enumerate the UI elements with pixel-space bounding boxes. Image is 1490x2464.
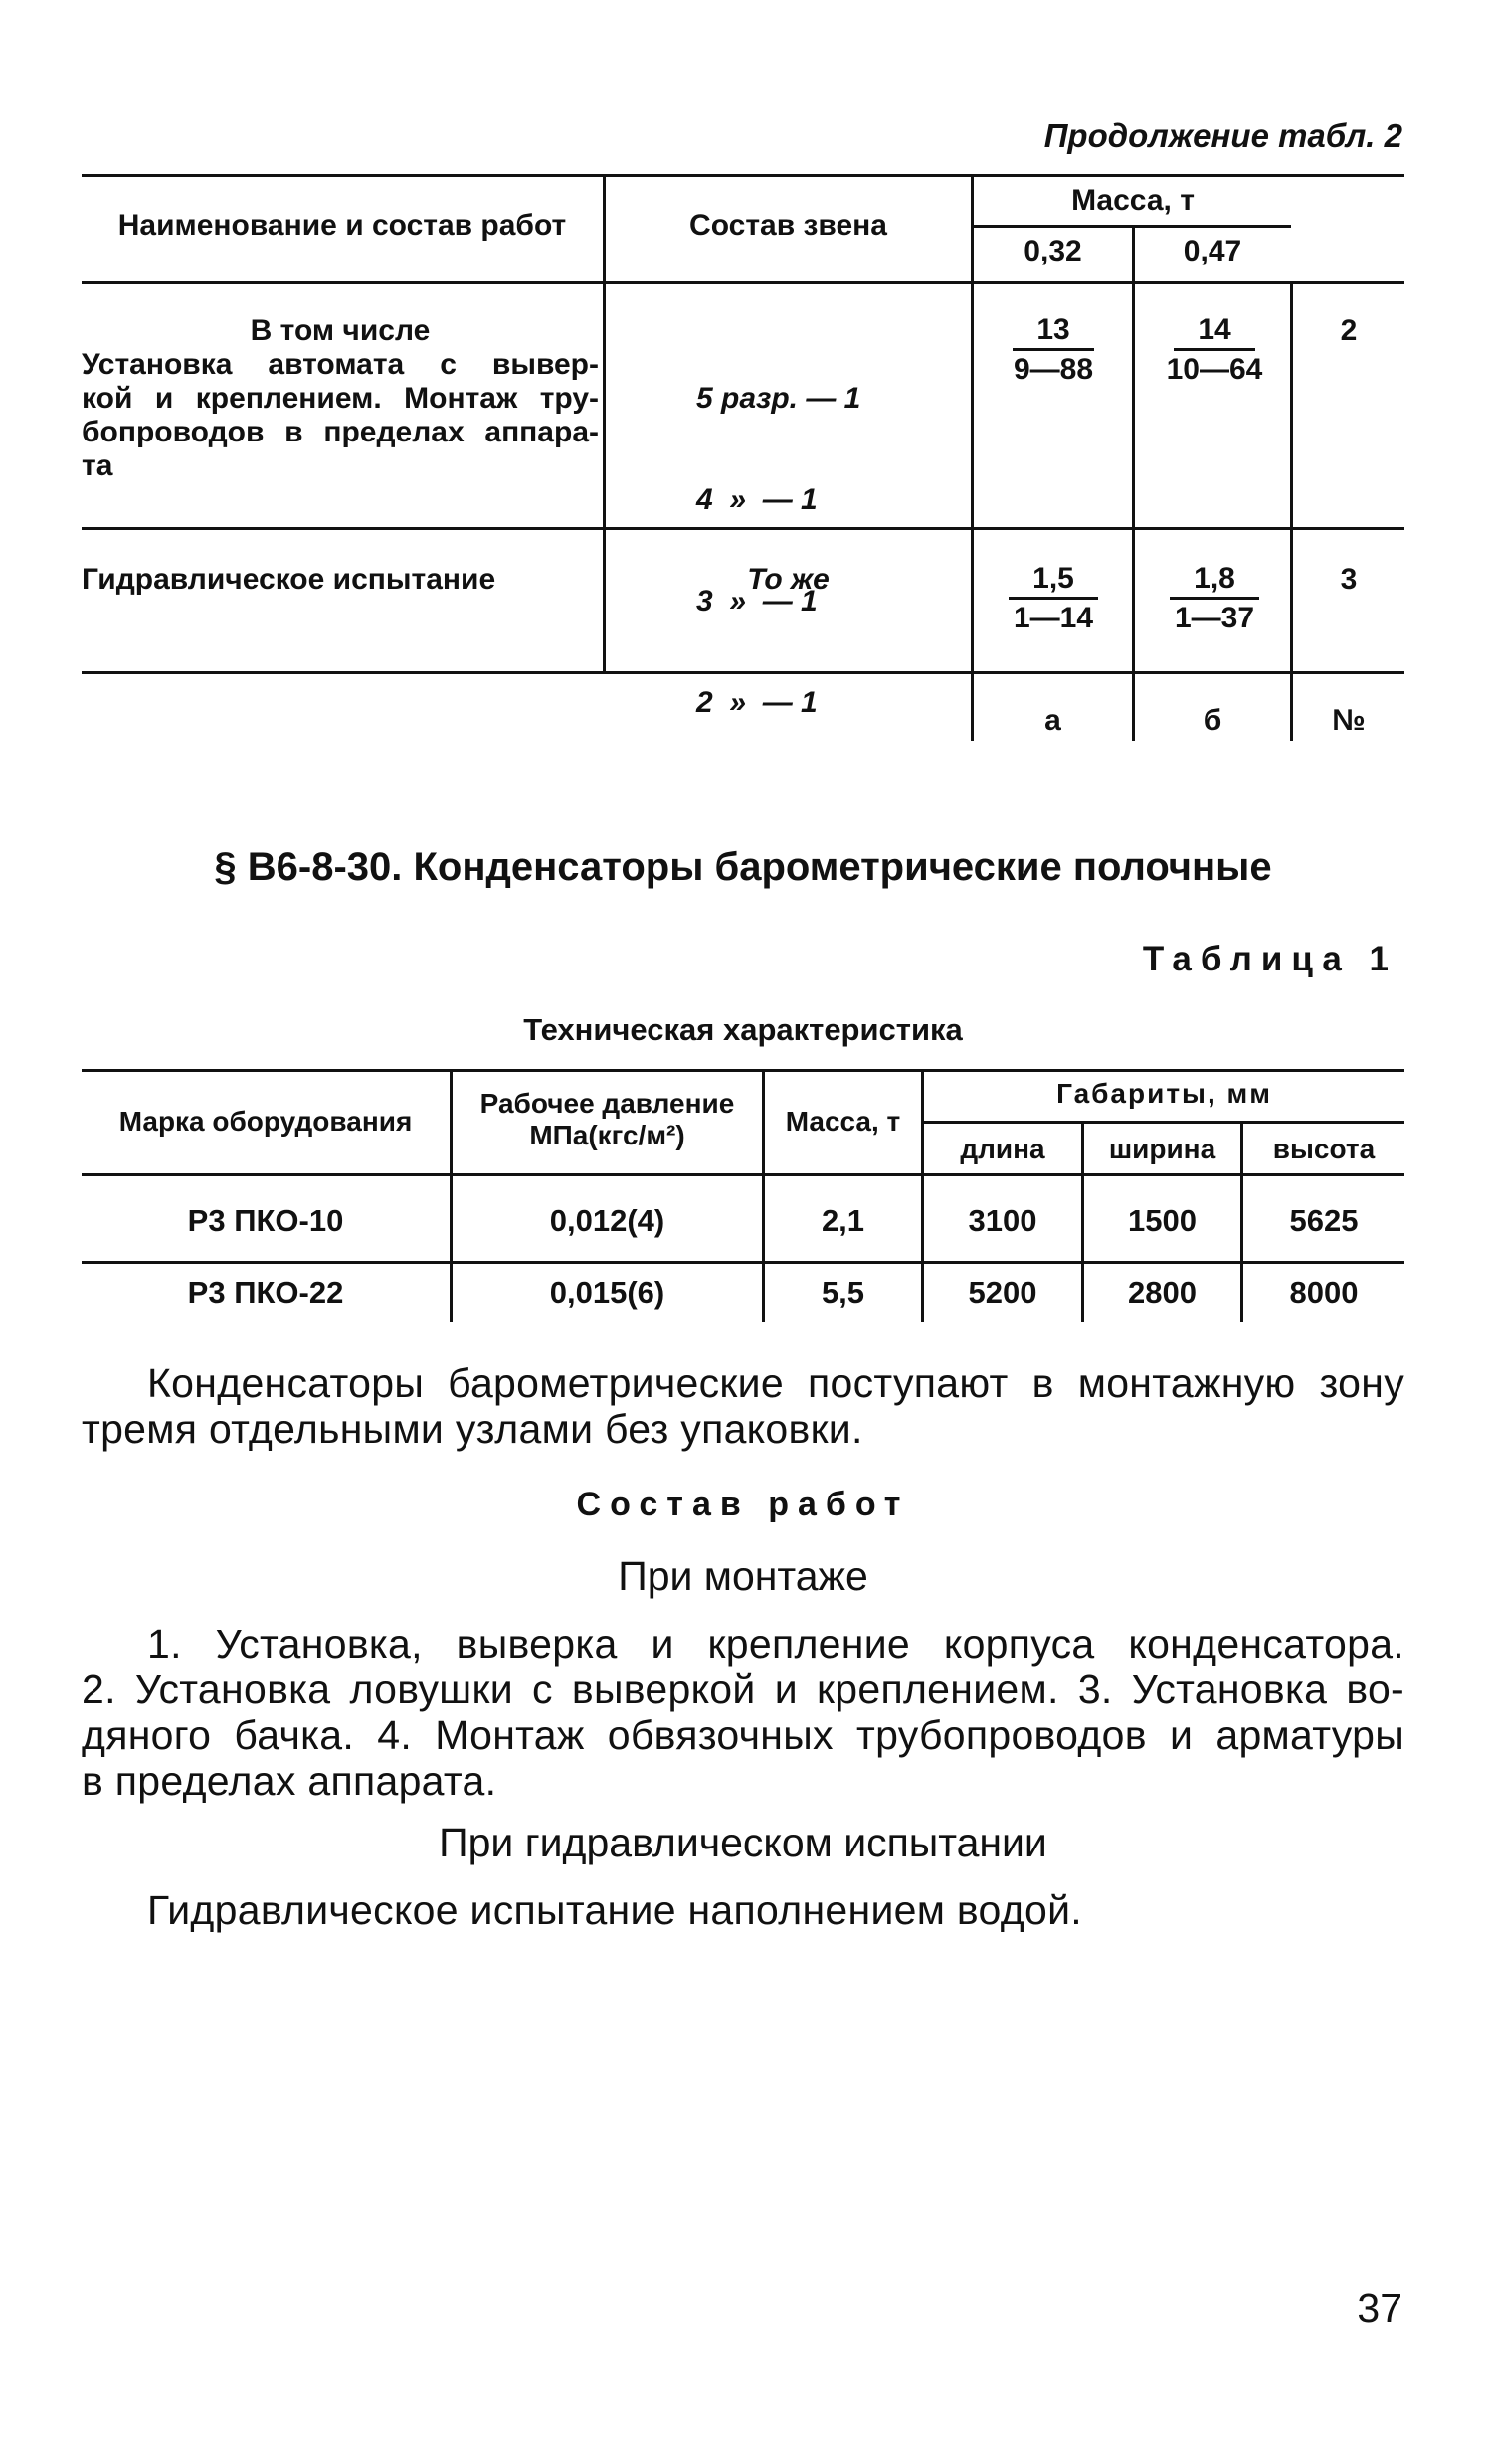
t1-row2-height: 8000 <box>1289 1275 1359 1310</box>
hydro-heading: При гидравлическом испытании <box>439 1820 1047 1865</box>
header-mass-b: 0,47 <box>1183 235 1242 267</box>
table1-label: Таблица 1 <box>1142 940 1397 978</box>
t1-row1-pressure: 0,012(4) <box>549 1203 665 1238</box>
row2-no: 3 <box>1340 563 1358 596</box>
continuation-label: Продолжение табл. 2 <box>1043 117 1402 154</box>
t1-row1-width: 1500 <box>1128 1203 1197 1238</box>
row1-no: 2 <box>1340 314 1358 347</box>
footer-no: № <box>1332 704 1366 737</box>
footer-a: а <box>1044 704 1061 737</box>
intro-paragraph: Конденсаторы барометрические поступают в монтажную зону тремя отдельными узлами без упаковки. <box>82 1360 1404 1452</box>
row1-crew: 5 разр. — 1 4 » — 1 3 » — 1 2 » — 1 <box>696 382 861 719</box>
t1-header-length: длина <box>960 1134 1045 1164</box>
t1-row1-height: 5625 <box>1289 1203 1359 1238</box>
row2-work: Гидравлическое испытание <box>82 563 496 596</box>
row2-mass-b: 1,8 1—37 <box>1135 561 1294 637</box>
hydro-text: Гидравлическое испытание наполнением водой. <box>147 1887 1082 1933</box>
row2-crew: То же <box>747 563 830 596</box>
t1-row1-mass: 2,1 <box>821 1203 865 1238</box>
t1-header-brand: Марка оборудования <box>118 1106 413 1137</box>
footer-b: б <box>1203 704 1222 737</box>
work-heading: Состав работ <box>576 1486 910 1523</box>
t1-row2-width: 2800 <box>1128 1275 1197 1310</box>
header-crew: Состав звена <box>689 209 887 242</box>
page-number: 37 <box>1357 2285 1402 2331</box>
section-title: § В6-8-30. Конденсаторы барометрические полочные <box>214 845 1272 889</box>
header-mass: Масса, т <box>1071 184 1195 217</box>
t1-header-mass: Масса, т <box>785 1106 901 1137</box>
t1-row2-pressure: 0,015(6) <box>549 1275 665 1310</box>
row2-mass-a: 1,5 1—14 <box>974 561 1133 637</box>
t1-row1-length: 3100 <box>968 1203 1037 1238</box>
t1-row2-mass: 5,5 <box>821 1275 865 1310</box>
mount-paragraph: 1. Установка, выверка и крепление корпуса конденсатора. 2. Установка ловушки с выверкой и креплением. 3. Установка во- дяного бачка. 4. Монтаж обвязочных трубопроводов и арматуры в пределах аппарата. <box>82 1621 1404 1804</box>
t1-row2-length: 5200 <box>968 1275 1037 1310</box>
row1-mass-b: 14 10—64 <box>1166 313 1263 386</box>
header-work: Наименование и состав работ <box>117 209 567 242</box>
t1-header-dims: Габариты, мм <box>1056 1078 1272 1109</box>
mount-heading: При монтаже <box>618 1553 868 1599</box>
t1-row1-brand: Р3 ПКО-10 <box>187 1203 344 1238</box>
row1-mass-a: 13 9—88 <box>1013 313 1094 386</box>
header-mass-a: 0,32 <box>1024 235 1082 267</box>
t1-header-width: ширина <box>1108 1134 1216 1164</box>
t1-header-height: высота <box>1272 1134 1376 1164</box>
table1-title: Техническая характеристика <box>523 1012 963 1047</box>
t1-header-pressure: Рабочее давление МПа(кгс/м²) <box>479 1088 735 1150</box>
t1-row2-brand: Р3 ПКО-22 <box>187 1275 344 1310</box>
row1-work: В том числе Установка автомата с вывер- кой и креплением. Монтаж тру- бопроводов в пределах аппара- та <box>82 314 599 482</box>
